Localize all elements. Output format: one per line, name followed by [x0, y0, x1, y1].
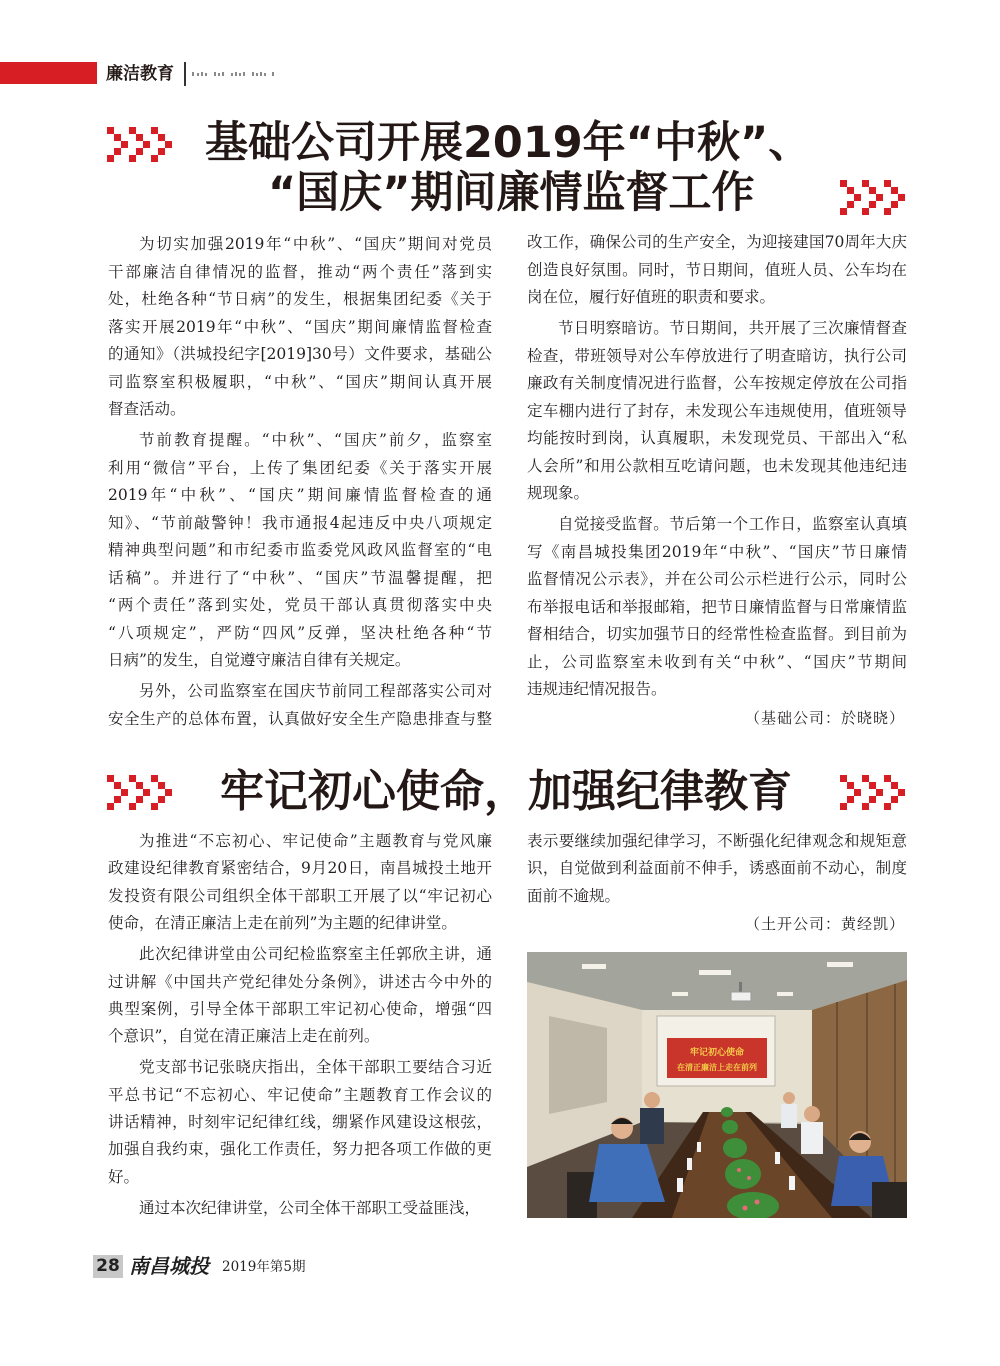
meeting-photo: [527, 952, 907, 1218]
text-line: 2019年“中秋”、“国庆”期间廉情监督检查的通: [108, 486, 492, 504]
text-line: 廉政有关制度情况进行监督，公车按规定停放在公司指: [527, 374, 907, 392]
paragraph: [108, 231, 492, 424]
text-line: 面前不逾规。: [527, 886, 621, 905]
text-line: 此次纪律讲堂由公司纪检监察室主任郭欣主讲，通: [139, 945, 492, 964]
article2-byline: （土开公司：黄经凯）: [744, 915, 905, 933]
paragraph: [527, 315, 907, 508]
text-line: 节前教育提醒。“中秋”、“国庆”前夕，监察室: [139, 431, 492, 449]
paragraph: [108, 678, 492, 733]
paragraph: [108, 1195, 492, 1222]
text-line: 识，自觉做到利益面前不伸手，诱惑面前不动心，制度: [527, 859, 907, 878]
text-line: 违规违纪情况报告。: [527, 680, 667, 698]
article1-title-line1: 基础公司开展2019年“中秋”、: [205, 118, 812, 168]
text-line: 话稿”。并进行了“中秋”、“国庆”节温馨提醒，把: [108, 568, 492, 587]
text-line: 干部廉洁自律情况的监督，推动“两个责任”落到实: [108, 262, 492, 281]
text-line: 日病”的发生，自觉遵守廉洁自律有关规定。: [108, 651, 411, 669]
text-line: 自觉接受监督。节后第一个工作日，监察室认真填: [558, 515, 907, 533]
text-line: 创造良好氛围。同时，节日期间，值班人员、公车均在: [527, 260, 907, 279]
text-line: 使命，在清正廉洁上走在前列”为主题的纪律讲堂。: [108, 914, 457, 933]
text-line: 定车棚内进行了封存，未发现公车违规使用，值班领导: [527, 401, 907, 420]
text-line: 典型案例，引导全体干部职工牢记初心使命，增强“四: [108, 999, 492, 1018]
text-line: 表示要继续加强纪律学习，不断强化纪律观念和规矩意: [527, 832, 907, 850]
article2-left-column: [108, 828, 492, 1222]
text-line: 好。: [108, 1167, 140, 1186]
article1-title-line2: “国庆”期间廉情监督工作: [268, 168, 755, 218]
section-label: 廉洁教育: [106, 64, 174, 84]
text-line: 检查，带班领导对公车停放进行了明查暗访，执行公司: [527, 346, 907, 365]
text-line: 知》、“节前敲警钟！我市通报4起违反中央八项规定: [108, 513, 492, 532]
screen-text-line2: 在清正廉洁上走在前列: [677, 1063, 757, 1072]
text-line: 写《南昌城投集团2019年“中秋”、“国庆”节日廉情: [527, 542, 907, 561]
text-line: 政建设纪律教育紧密结合，9月20日，南昌城投土地开: [108, 859, 492, 878]
section-divider: [184, 62, 186, 86]
title-chevron-left: [107, 127, 173, 162]
paragraph: [527, 828, 907, 910]
title-chevron-right: [840, 775, 906, 810]
projection-screen: [657, 1016, 775, 1086]
text-line: 的通知》（洪城投纪字[2019]30号）文件要求，基础公: [108, 345, 492, 363]
page-number: 28: [93, 1255, 123, 1278]
text-line: 安全生产的总体布置，认真做好安全生产隐患排查与整: [108, 709, 492, 728]
paragraph: [108, 427, 492, 675]
text-line: 通过本次纪律讲堂，公司全体干部职工受益匪浅，: [139, 1198, 481, 1217]
text-line: 均能按时到岗，认真履职，未发现党员、干部出入“私: [527, 429, 907, 447]
text-line: 司监察室积极履职，“中秋”、“国庆”期间认真开展: [108, 372, 492, 391]
paragraph: [108, 941, 492, 1051]
text-line: 布举报电话和举报邮箱，把节日廉情监督与日常廉情监: [527, 597, 907, 616]
paragraph: [108, 1054, 492, 1191]
text-line: 过讲解《中国共产党纪律处分条例》，讲述古今中外的: [108, 972, 492, 991]
article1-right-column: [527, 229, 907, 704]
article2-right-column: [527, 828, 907, 910]
text-line: 平总书记“不忘初心、牢记使命”主题教育工作会议的: [108, 1085, 492, 1104]
magazine-name: 南昌城投: [129, 1254, 209, 1278]
text-line: 处，杜绝各种“节日病”的发生，根据集团纪委《关于: [108, 290, 492, 308]
paragraph: [527, 229, 907, 312]
text-line: 另外，公司监察室在国庆节前同工程部落实公司对: [139, 682, 492, 700]
text-line: 加强自我约束，强化工作责任，努力把各项工作做的更: [108, 1140, 492, 1159]
text-line: 讲话精神，时刻牢记纪律红线，绷紧作风建设这根弦，: [108, 1113, 492, 1132]
text-line: 精神典型问题”和市纪委市监委党风政风监督室的“电: [108, 541, 492, 559]
paragraph: [527, 511, 907, 704]
issue-label: 2019年第5期: [222, 1259, 306, 1275]
header-dot-pattern: [192, 70, 278, 78]
text-line: “八项规定”，严防“四风”反弹，坚决杜绝各种“节: [108, 623, 492, 642]
paragraph: [108, 828, 492, 938]
title-chevron-right: [840, 180, 906, 215]
article1-byline: （基础公司：於晓晓）: [744, 709, 905, 727]
section-color-bar: [0, 62, 97, 84]
text-line: 人会所”和用公款相互吃请问题，也未发现其他违纪违: [527, 456, 907, 475]
text-line: 党支部书记张晓庆指出，全体干部职工要结合习近: [139, 1058, 492, 1077]
text-line: 为切实加强2019年“中秋”、“国庆”期间对党员: [139, 235, 492, 253]
text-line: 督查活动。: [108, 400, 186, 418]
text-line: 岗在位，履行好值班的职责和要求。: [527, 288, 776, 306]
screen-text-line1: 牢记初心使命: [689, 1048, 745, 1058]
text-line: 节日明察暗访。节日期间，共开展了三次廉情督查: [558, 319, 907, 337]
text-line: “两个责任”落到实处，党员干部认真贯彻落实中央: [108, 596, 492, 614]
text-line: 个意识”，自觉在清正廉洁上走在前列。: [108, 1027, 380, 1046]
text-line: 改工作，确保公司的生产安全，为迎接建国70周年大庆: [527, 233, 907, 251]
text-line: 利用“微信”平台，上传了集团纪委《关于落实开展: [108, 458, 492, 477]
text-line: 止，公司监察室未收到有关“中秋”、“国庆”节期间: [527, 652, 907, 671]
text-line: 督相结合，切实加强节日的经常性检查监督。到目前为: [527, 625, 907, 643]
text-line: 规现象。: [527, 484, 590, 502]
text-line: 落实开展2019年“中秋”、“国庆”期间廉情监督检查: [108, 317, 492, 336]
text-line: 发投资有限公司组织全体干部职工开展了以“牢记初心: [108, 886, 492, 905]
text-line: 监督情况公示表》，并在公司公示栏进行公示，同时公: [527, 570, 907, 588]
article1-left-column: [108, 231, 492, 733]
text-line: 为推进“不忘初心、牢记使命”主题教育与党风廉: [139, 832, 492, 850]
title-chevron-left: [107, 775, 173, 810]
article2-title: 牢记初心使命，加强纪律教育: [220, 766, 792, 817]
